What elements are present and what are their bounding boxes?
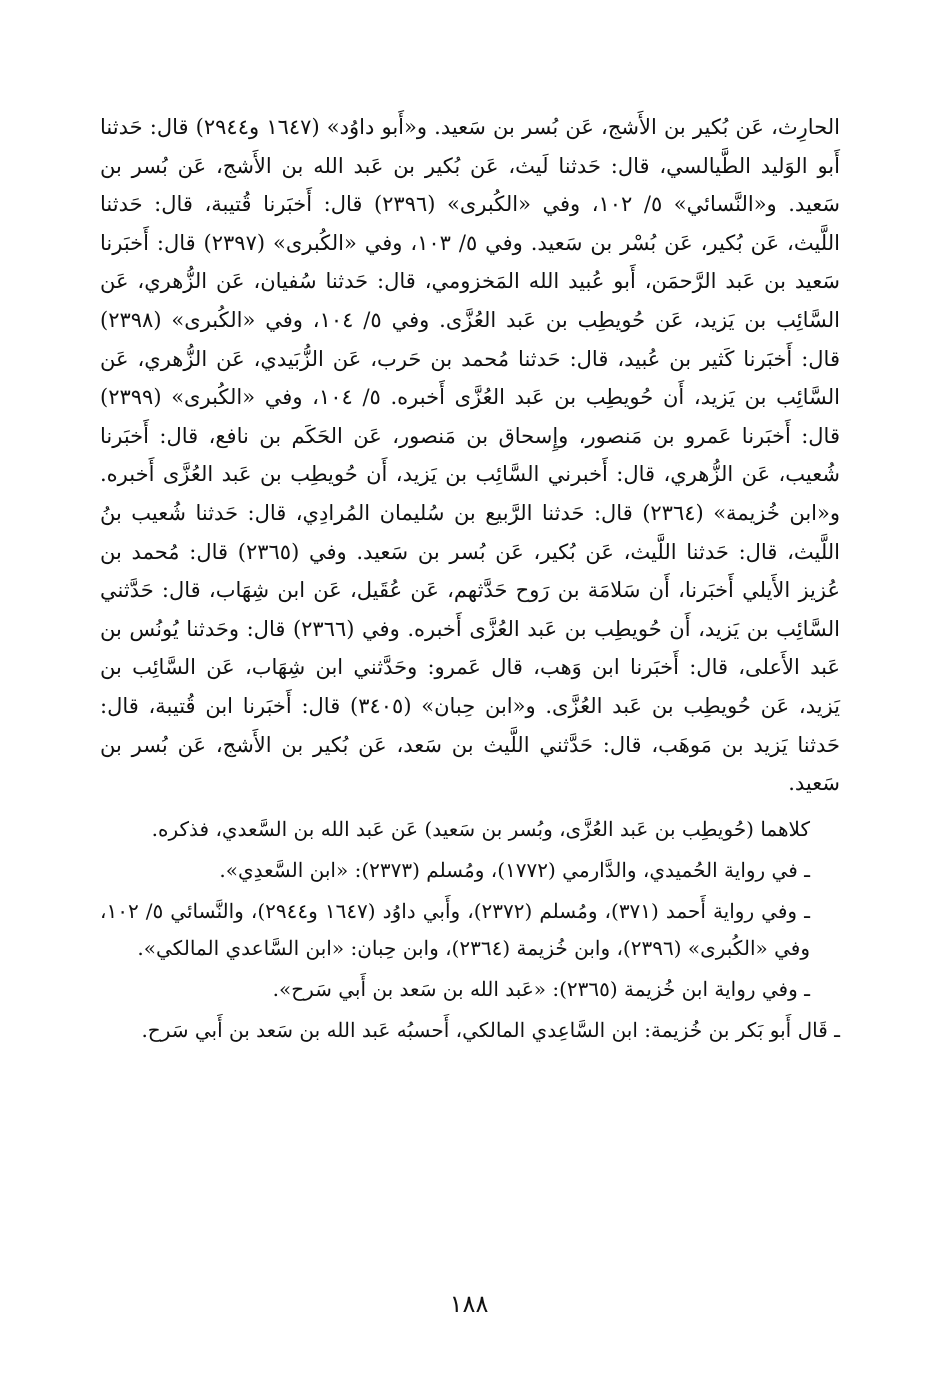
note-paragraph: ـ في رواية الحُميدي، والدَّارمي (١٧٧٢)، ومُسلم (٢٣٧٣): «ابن السَّعدِي».	[219, 857, 810, 882]
note-paragraph: ـ وفي رواية أَحمد (٣٧١)، ومُسلم (٢٣٧٢)، وأَبي داوُد (١٦٤٧ و٢٩٤٤)، والنَّسائي ٥/ ١٠٢، وفي «الكُبرى» (٢٣٩٦)، وابن خُزيمة (٢٣٦٤)، وابن حِبان: «ابن السَّاعدي المالكي».	[100, 898, 810, 960]
page-body	[100, 108, 840, 1053]
page-number: ١٨٨	[449, 1290, 489, 1318]
notes-section	[100, 811, 840, 1049]
note-paragraph: ـ وفي رواية ابن خُزيمة (٢٣٦٥): «عَبد الله بن سَعد بن أَبي سَرح».	[272, 976, 810, 1001]
note-paragraph: ـ قَال أَبو بَكر بن خُزيمة: ابن السَّاعِدي المالكي، أَحسبُه عَبد الله بن سَعد بن أَبي سَرح.	[141, 1017, 840, 1042]
hadith-text: الحارِث، عَن بُكير بن الأَشج، عَن بُسر بن سَعيد. و«أَبو داوُد» (١٦٤٧ و٢٩٤٤) قال: حَدثنا أَبو الوَليد الطَّيالسي، قال: حَدثنا لَيث، عَن بُكير بن عَبد الله بن الأَشج، عَن بُسر بن سَعيد. و«النَّسائي» ٥/ ١٠٢، وفي «الكُبرى» (٢٣٩٦) قال: أَخبَرنا قُتيبة، قال: حَدثنا اللَّيث، عَن بُكير، عَن بُسْر بن سَعيد. وفي ٥/ ١٠٣، وفي «الكُبرى» (٢٣٩٧) قال: أَخبَرنا سَعيد بن عَبد الرَّحمَن، أَبو عُبيد الله المَخزومي، قال: حَدثنا سُفيان، عَن الزُّهري، عَن السَّائِب بن يَزيد، عَن حُويطِب بن عَبد العُزَّى. وفي ٥/ ١٠٤، وفي «الكُبرى» (٢٣٩٨) قال: أَخبَرنا كَثير بن عُبيد، قال: حَدثنا مُحمد بن حَرب، عَن الزُّبَيدي، عَن الزُّهري، عَن السَّائِب بن يَزيد، أَن حُويطِب بن عَبد العُزَّى أَخبره. ٥/ ١٠٤، وفي «الكُبرى» (٢٣٩٩) قال: أَخبَرنا عَمرو بن مَنصور، وإِسحاق بن مَنصور، عَن الحَكَم بن نافع، قال: أَخبَرنا شُعيب، عَن الزُّهري، قال: أَخبرني السَّائِب بن يَزيد، أَن حُويطِب بن عَبد العُزَّى أَخبره. و«ابن خُزيمة» (٢٣٦٤) قال: حَدثنا الرَّبيع بن سُليمان المُرادِي، قال: حَدثنا شُعيب بنُ اللَّيث، قال: حَدثنا اللَّيث، عَن بُكير، عَن بُسر بن سَعيد. وفي (٢٣٦٥) قال: مُحمد بن عُزيز الأَيلي أَخبَرنا، أَن سَلامَة بن رَوح حَدَّثهم، عَن عُقَيل، عَن ابن شِهَاب، قال: حَدَّثني السَّائِب بن يَزيد، أَن حُويطِب بن عَبد العُزَّى أَخبره. وفي (٢٣٦٦) قال: وحَدثنا يُونُس بن عَبد الأَعلى، قال: أَخبَرنا ابن وَهب، قال عَمرو: وحَدَّثني ابن شِهَاب، عَن السَّائِب بن يَزيد، عَن حُويطِب بن عَبد العُزَّى. و«ابن حِبان» (٣٤٠٥) قال: أَخبَرنا ابن قُتيبة، قال: حَدثنا يَزيد بن مَوهَب، قال: حَدَّثني اللَّيث بن سَعد، عَن بُكير بن الأَشج، عَن بُسر بن سَعيد.	[100, 115, 841, 796]
note-paragraph: كلاهما (حُويطِب بن عَبد العُزَّى، وبُسر بن سَعيد) عَن عَبد الله بن السَّعدي، فذكره.	[151, 816, 810, 841]
